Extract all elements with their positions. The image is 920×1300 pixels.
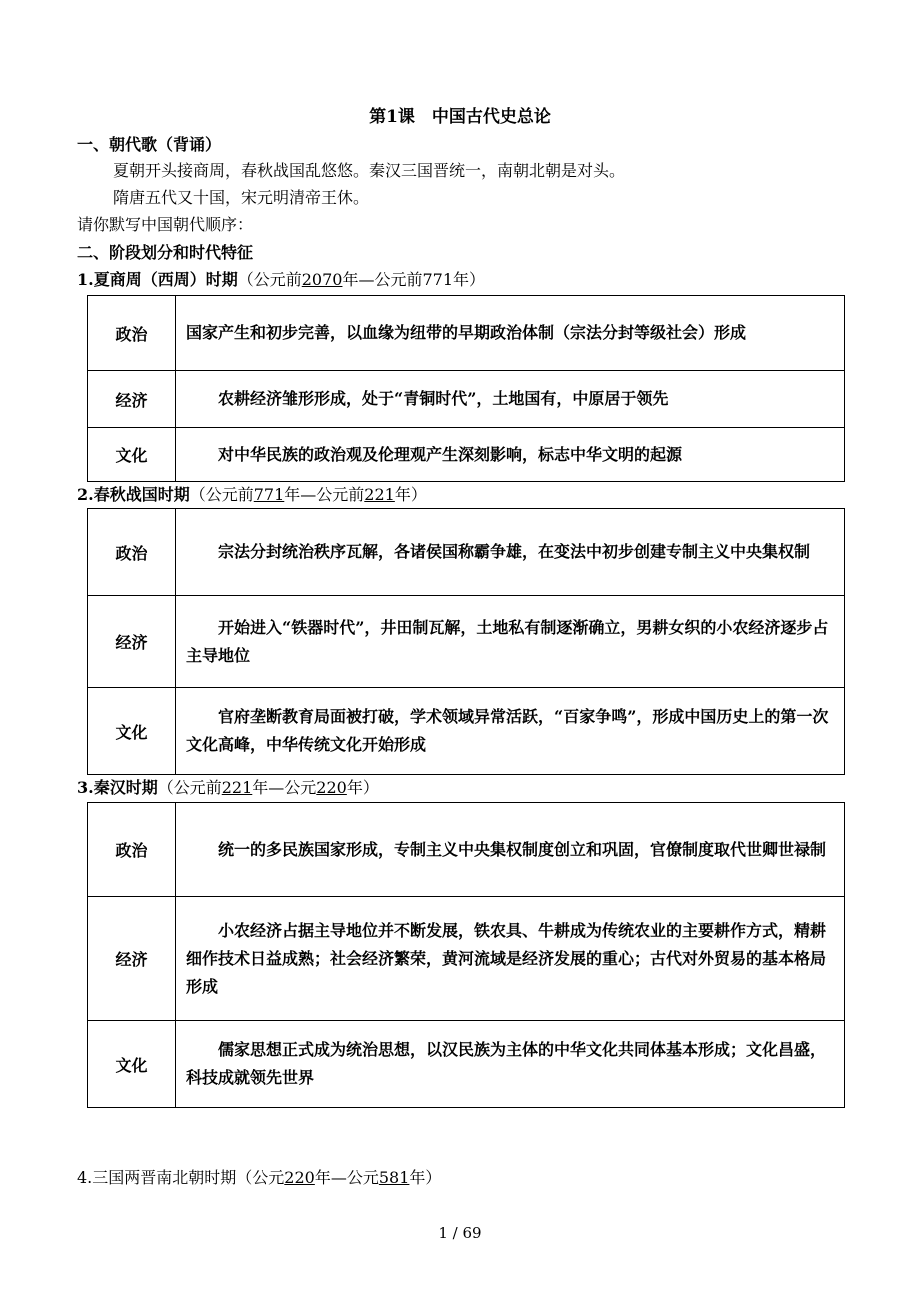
poem-line-1: 夏朝开头接商周，春秋战国乱悠悠。秦汉三国晋统一，南朝北朝是对头。 bbox=[113, 161, 626, 180]
table-row bbox=[88, 428, 845, 482]
period1-end: 771 bbox=[422, 270, 454, 289]
row-label: 文化 bbox=[88, 428, 176, 482]
dynasty-prompt: 请你默写中国朝代顺序： bbox=[77, 215, 254, 234]
period1-mid: 年—公元前 bbox=[342, 270, 423, 289]
row-text: 统一的多民族国家形成，专制主义中央集权制度创立和巩固，官僚制度取代世卿世禄制 bbox=[176, 803, 845, 897]
section1-heading: 一、朝代歌（背诵） bbox=[77, 135, 222, 154]
page-number: 1 / 69 bbox=[438, 1224, 482, 1242]
row-label: 经济 bbox=[88, 596, 176, 688]
period4-end: 581 bbox=[378, 1168, 410, 1187]
period1-table bbox=[87, 295, 845, 482]
row-text: 儒家思想正式成为统治思想，以汉民族为主体的中华文化共同体基本形成；文化昌盛，科技成就领先世界 bbox=[176, 1021, 845, 1108]
row-text: 对中华民族的政治观及伦理观产生深刻影响，标志中华文明的起源 bbox=[176, 428, 845, 482]
row-text: 开始进入“铁器时代”，井田制瓦解，土地私有制逐渐确立，男耕女织的小农经济逐步占主导地位 bbox=[176, 596, 845, 688]
table-row bbox=[88, 509, 845, 596]
period2-start: 771 bbox=[253, 485, 285, 504]
table-row bbox=[88, 296, 845, 371]
period2-end: 221 bbox=[364, 485, 395, 504]
row-text: 宗法分封统治秩序瓦解，各诸侯国称霸争雄，在变法中初步创建专制主义中央集权制 bbox=[176, 509, 845, 596]
period4-heading bbox=[77, 1167, 441, 1189]
period3-close: 年） bbox=[346, 778, 379, 797]
row-text: 小农经济占据主导地位并不断发展，铁农具、牛耕成为传统农业的主要耕作方式，精耕细作技术日益成熟；社会经济繁荣，黄河流域是经济发展的重心；古代对外贸易的基本格局形成 bbox=[176, 897, 845, 1021]
row-label: 经济 bbox=[88, 371, 176, 428]
row-text: 国家产生和初步完善，以血缘为纽带的早期政治体制（宗法分封等级社会）形成 bbox=[176, 296, 845, 371]
period3-name: 3.秦汉时期 bbox=[77, 778, 158, 797]
period2-close: 年） bbox=[394, 485, 427, 504]
period3-heading bbox=[77, 777, 379, 799]
period3-mid: 年—公元 bbox=[252, 778, 317, 797]
period2-mid: 年—公元前 bbox=[284, 485, 365, 504]
table-row bbox=[88, 371, 845, 428]
period1-close: 年） bbox=[453, 270, 486, 289]
row-label: 政治 bbox=[88, 296, 176, 371]
period1-heading bbox=[77, 269, 485, 291]
table-row bbox=[88, 596, 845, 688]
period3-table bbox=[87, 802, 845, 1108]
period4-mid: 年—公元 bbox=[314, 1168, 379, 1187]
row-label: 文化 bbox=[88, 1021, 176, 1108]
period1-name: 1.夏商周（西周）时期 bbox=[77, 270, 238, 289]
period1-start: 2070 bbox=[301, 270, 343, 289]
row-label: 政治 bbox=[88, 803, 176, 897]
period2-open: （公元前 bbox=[189, 485, 254, 504]
period2-table bbox=[87, 508, 845, 775]
row-label: 文化 bbox=[88, 688, 176, 775]
table-row bbox=[88, 803, 845, 897]
row-text: 官府垄断教育局面被打破，学术领域异常活跃，“百家争鸣”，形成中国历史上的第一次文化高峰，中华传统文化开始形成 bbox=[176, 688, 845, 775]
period4-close: 年） bbox=[409, 1168, 442, 1187]
table-row bbox=[88, 897, 845, 1021]
poem-line-2: 隋唐五代又十国，宋元明清帝王休。 bbox=[113, 188, 370, 207]
row-label: 经济 bbox=[88, 897, 176, 1021]
period1-open: （公元前 bbox=[237, 270, 302, 289]
period3-start: 221 bbox=[221, 778, 253, 797]
table-row bbox=[88, 688, 845, 775]
period4-start: 220 bbox=[284, 1168, 315, 1187]
period4-open: （公元 bbox=[236, 1168, 285, 1187]
period3-end: 220 bbox=[316, 778, 347, 797]
page-title: 第1课 中国古代史总论 bbox=[369, 107, 551, 127]
table-row bbox=[88, 1021, 845, 1108]
row-text: 农耕经济雏形形成，处于“青铜时代”，土地国有，中原居于领先 bbox=[176, 371, 845, 428]
row-label: 政治 bbox=[88, 509, 176, 596]
section2-heading: 二、阶段划分和时代特征 bbox=[77, 243, 254, 262]
period3-open: （公元前 bbox=[157, 778, 222, 797]
period2-name: 2.春秋战国时期 bbox=[77, 485, 190, 504]
period2-heading bbox=[77, 484, 427, 506]
period4-name: 4.三国两晋南北朝时期 bbox=[77, 1168, 237, 1187]
